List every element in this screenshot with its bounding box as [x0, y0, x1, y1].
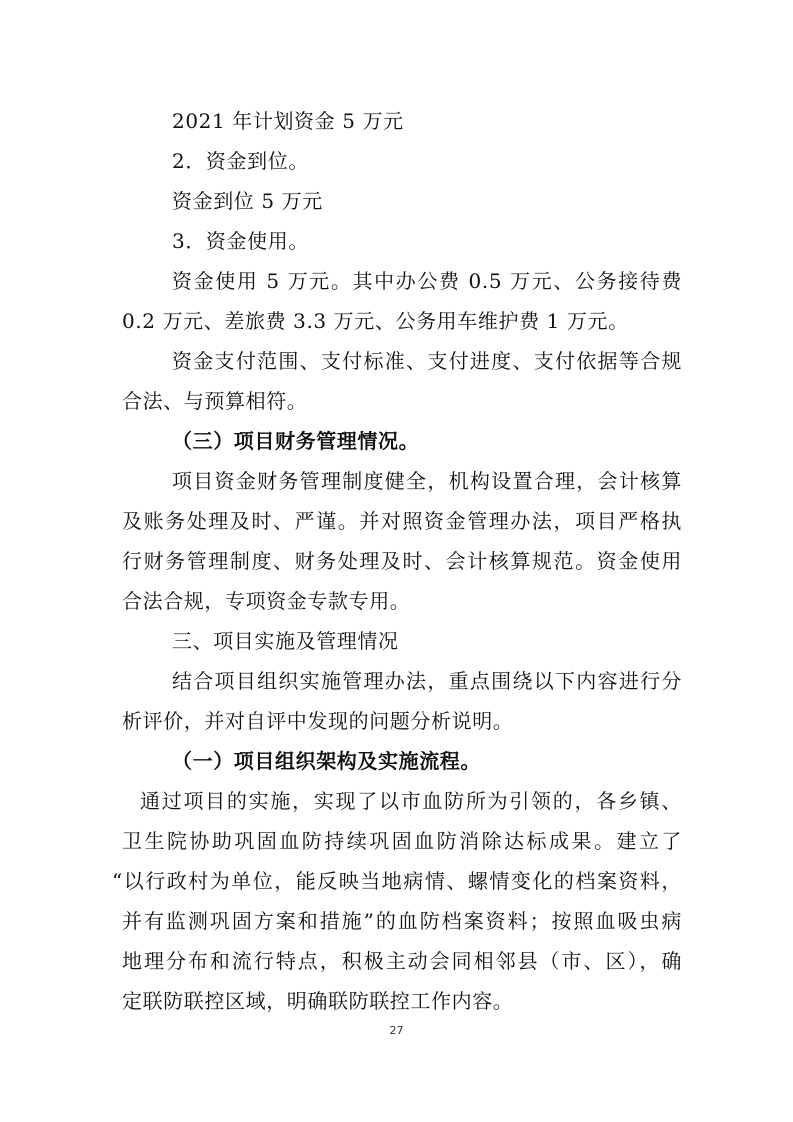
paragraph-organization-line-4: 并有监测巩固方案和措施”的血防档案资料；按照血吸虫病 [122, 909, 682, 933]
subheading-funds-usage: 3．资金使用。 [172, 229, 309, 253]
section-heading-organization: （一）项目组织架构及实施流程。 [172, 749, 481, 773]
paragraph-organization-line-1: 通过项目的实施，实现了以市血防所为引领的，各乡镇、 [140, 789, 682, 813]
paragraph-implementation-line-2: 析评价，并对自评中发现的问题分析说明。 [122, 709, 514, 733]
paragraph-financial-line-4: 合法合规，专项资金专款专用。 [122, 589, 411, 613]
paragraph-payment-scope-line-1: 资金支付范围、支付标准、支付进度、支付依据等合规 [172, 349, 682, 373]
paragraph-payment-scope-line-2: 合法、与预算相符。 [122, 389, 308, 413]
section-heading-financial-management: （三）项目财务管理情况。 [172, 429, 420, 453]
paragraph-funds-usage-line-1: 资金使用 5 万元。其中办公费 0.5 万元、公务接待费 [172, 269, 682, 293]
page-number: 27 [389, 1024, 404, 1037]
funds-arrival-line: 资金到位 5 万元 [172, 189, 323, 213]
paragraph-financial-line-1: 项目资金财务管理制度健全，机构设置合理，会计核算 [172, 469, 682, 493]
paragraph-financial-line-3: 行财务管理制度、财务处理及时、会计核算规范。资金使用 [122, 549, 682, 573]
plan-funds-line: 2021 年计划资金 5 万元 [172, 109, 404, 133]
paragraph-organization-line-3: “以行政村为单位，能反映当地病情、螺情变化的档案资料， [112, 869, 682, 893]
paragraph-organization-line-2: 卫生院协助巩固血防持续巩固血防消除达标成果。建立了 [122, 829, 682, 853]
paragraph-implementation-line-1: 结合项目组织实施管理办法，重点围绕以下内容进行分 [172, 669, 682, 693]
subheading-funds-arrival: 2．资金到位。 [172, 149, 309, 173]
paragraph-funds-usage-line-2: 0.2 万元、差旅费 3.3 万元、公务用车维护费 1 万元。 [122, 309, 629, 333]
paragraph-organization-line-5: 地理分布和流行特点，积极主动会同相邻县（市、区），确 [122, 949, 682, 973]
paragraph-organization-line-6: 定联防联控区域，明确联防联控工作内容。 [122, 989, 514, 1013]
paragraph-financial-line-2: 及账务处理及时、严谨。并对照资金管理办法，项目严格执 [122, 509, 682, 533]
section-heading-implementation: 三、项目实施及管理情况 [172, 629, 399, 653]
